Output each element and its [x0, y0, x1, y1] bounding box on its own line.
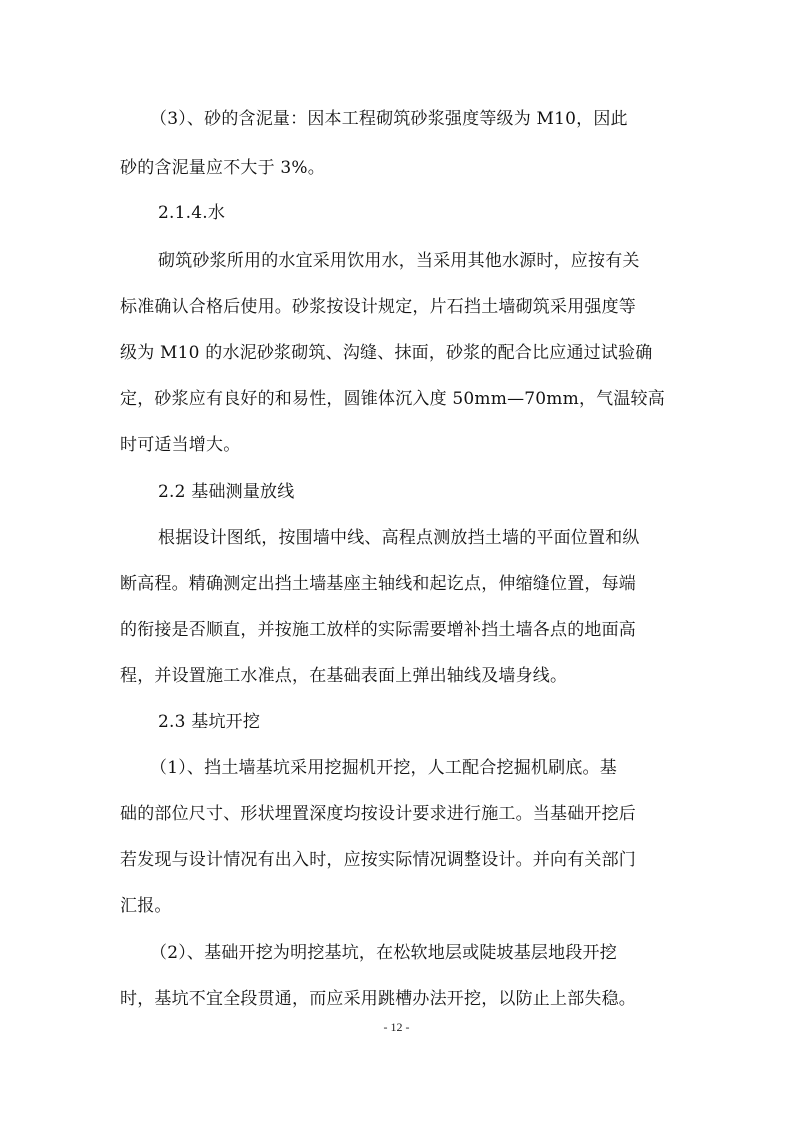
- paragraph-survey-line-4: 程，并设置施工水准点，在基础表面上弹出轴线及墙身线。: [120, 666, 568, 686]
- paragraph-water-line-2: 标准确认合格后使用。砂浆按设计规定，片石挡土墙砌筑采用强度等: [120, 297, 636, 317]
- paragraph-excavation-2-line-2: 时，基坑不宜全段贯通，而应采用跳槽办法开挖，以防止上部失稳。: [120, 989, 636, 1009]
- paragraph-water-line-1: 砌筑砂浆所用的水宜采用饮用水，当采用其他水源时，应按有关: [158, 251, 640, 271]
- paragraph-sand-mud-line-1: （3）、砂的含泥量：因本工程砌筑砂浆强度等级为 M10，因此: [150, 109, 628, 129]
- paragraph-water-line-4: 定，砂浆应有良好的和易性，圆锥体沉入度 50mm—70mm，气温较高: [120, 389, 665, 409]
- page-number: - 12 -: [383, 1020, 410, 1034]
- paragraph-excavation-2-line-1: （2）、基础开挖为明挖基坑，在松软地层或陡坡基层地段开挖: [150, 943, 617, 963]
- heading-2-1-4-water: 2.1.4.水: [158, 203, 226, 223]
- heading-2-3-excavation: 2.3 基坑开挖: [158, 712, 261, 732]
- paragraph-survey-line-2: 断高程。精确测定出挡土墙基座主轴线和起讫点，伸缩缝位置，每端: [120, 574, 636, 594]
- paragraph-excavation-1-line-4: 汇报。: [120, 896, 172, 916]
- paragraph-water-line-3: 级为 M10 的水泥砂浆砌筑、沟缝、抹面，砂浆的配合比应通过试验确: [120, 343, 653, 363]
- paragraph-survey-line-3: 的衔接是否顺直，并按施工放样的实际需要增补挡土墙各点的地面高: [120, 620, 636, 640]
- heading-2-2-survey: 2.2 基础测量放线: [158, 482, 295, 502]
- paragraph-sand-mud-line-2: 砂的含泥量应不大于 3%。: [120, 158, 325, 178]
- paragraph-excavation-1-line-2: 础的部位尺寸、形状埋置深度均按设计要求进行施工。当基础开挖后: [120, 804, 636, 824]
- paragraph-survey-line-1: 根据设计图纸，按围墙中线、高程点测放挡土墙的平面位置和纵: [158, 528, 640, 548]
- paragraph-excavation-1-line-1: （1）、挡土墙基坑采用挖掘机开挖，人工配合挖掘机刷底。基: [150, 758, 617, 778]
- paragraph-water-line-5: 时可适当增大。: [120, 435, 241, 455]
- paragraph-excavation-1-line-3: 若发现与设计情况有出入时，应按实际情况调整设计。并向有关部门: [120, 850, 636, 870]
